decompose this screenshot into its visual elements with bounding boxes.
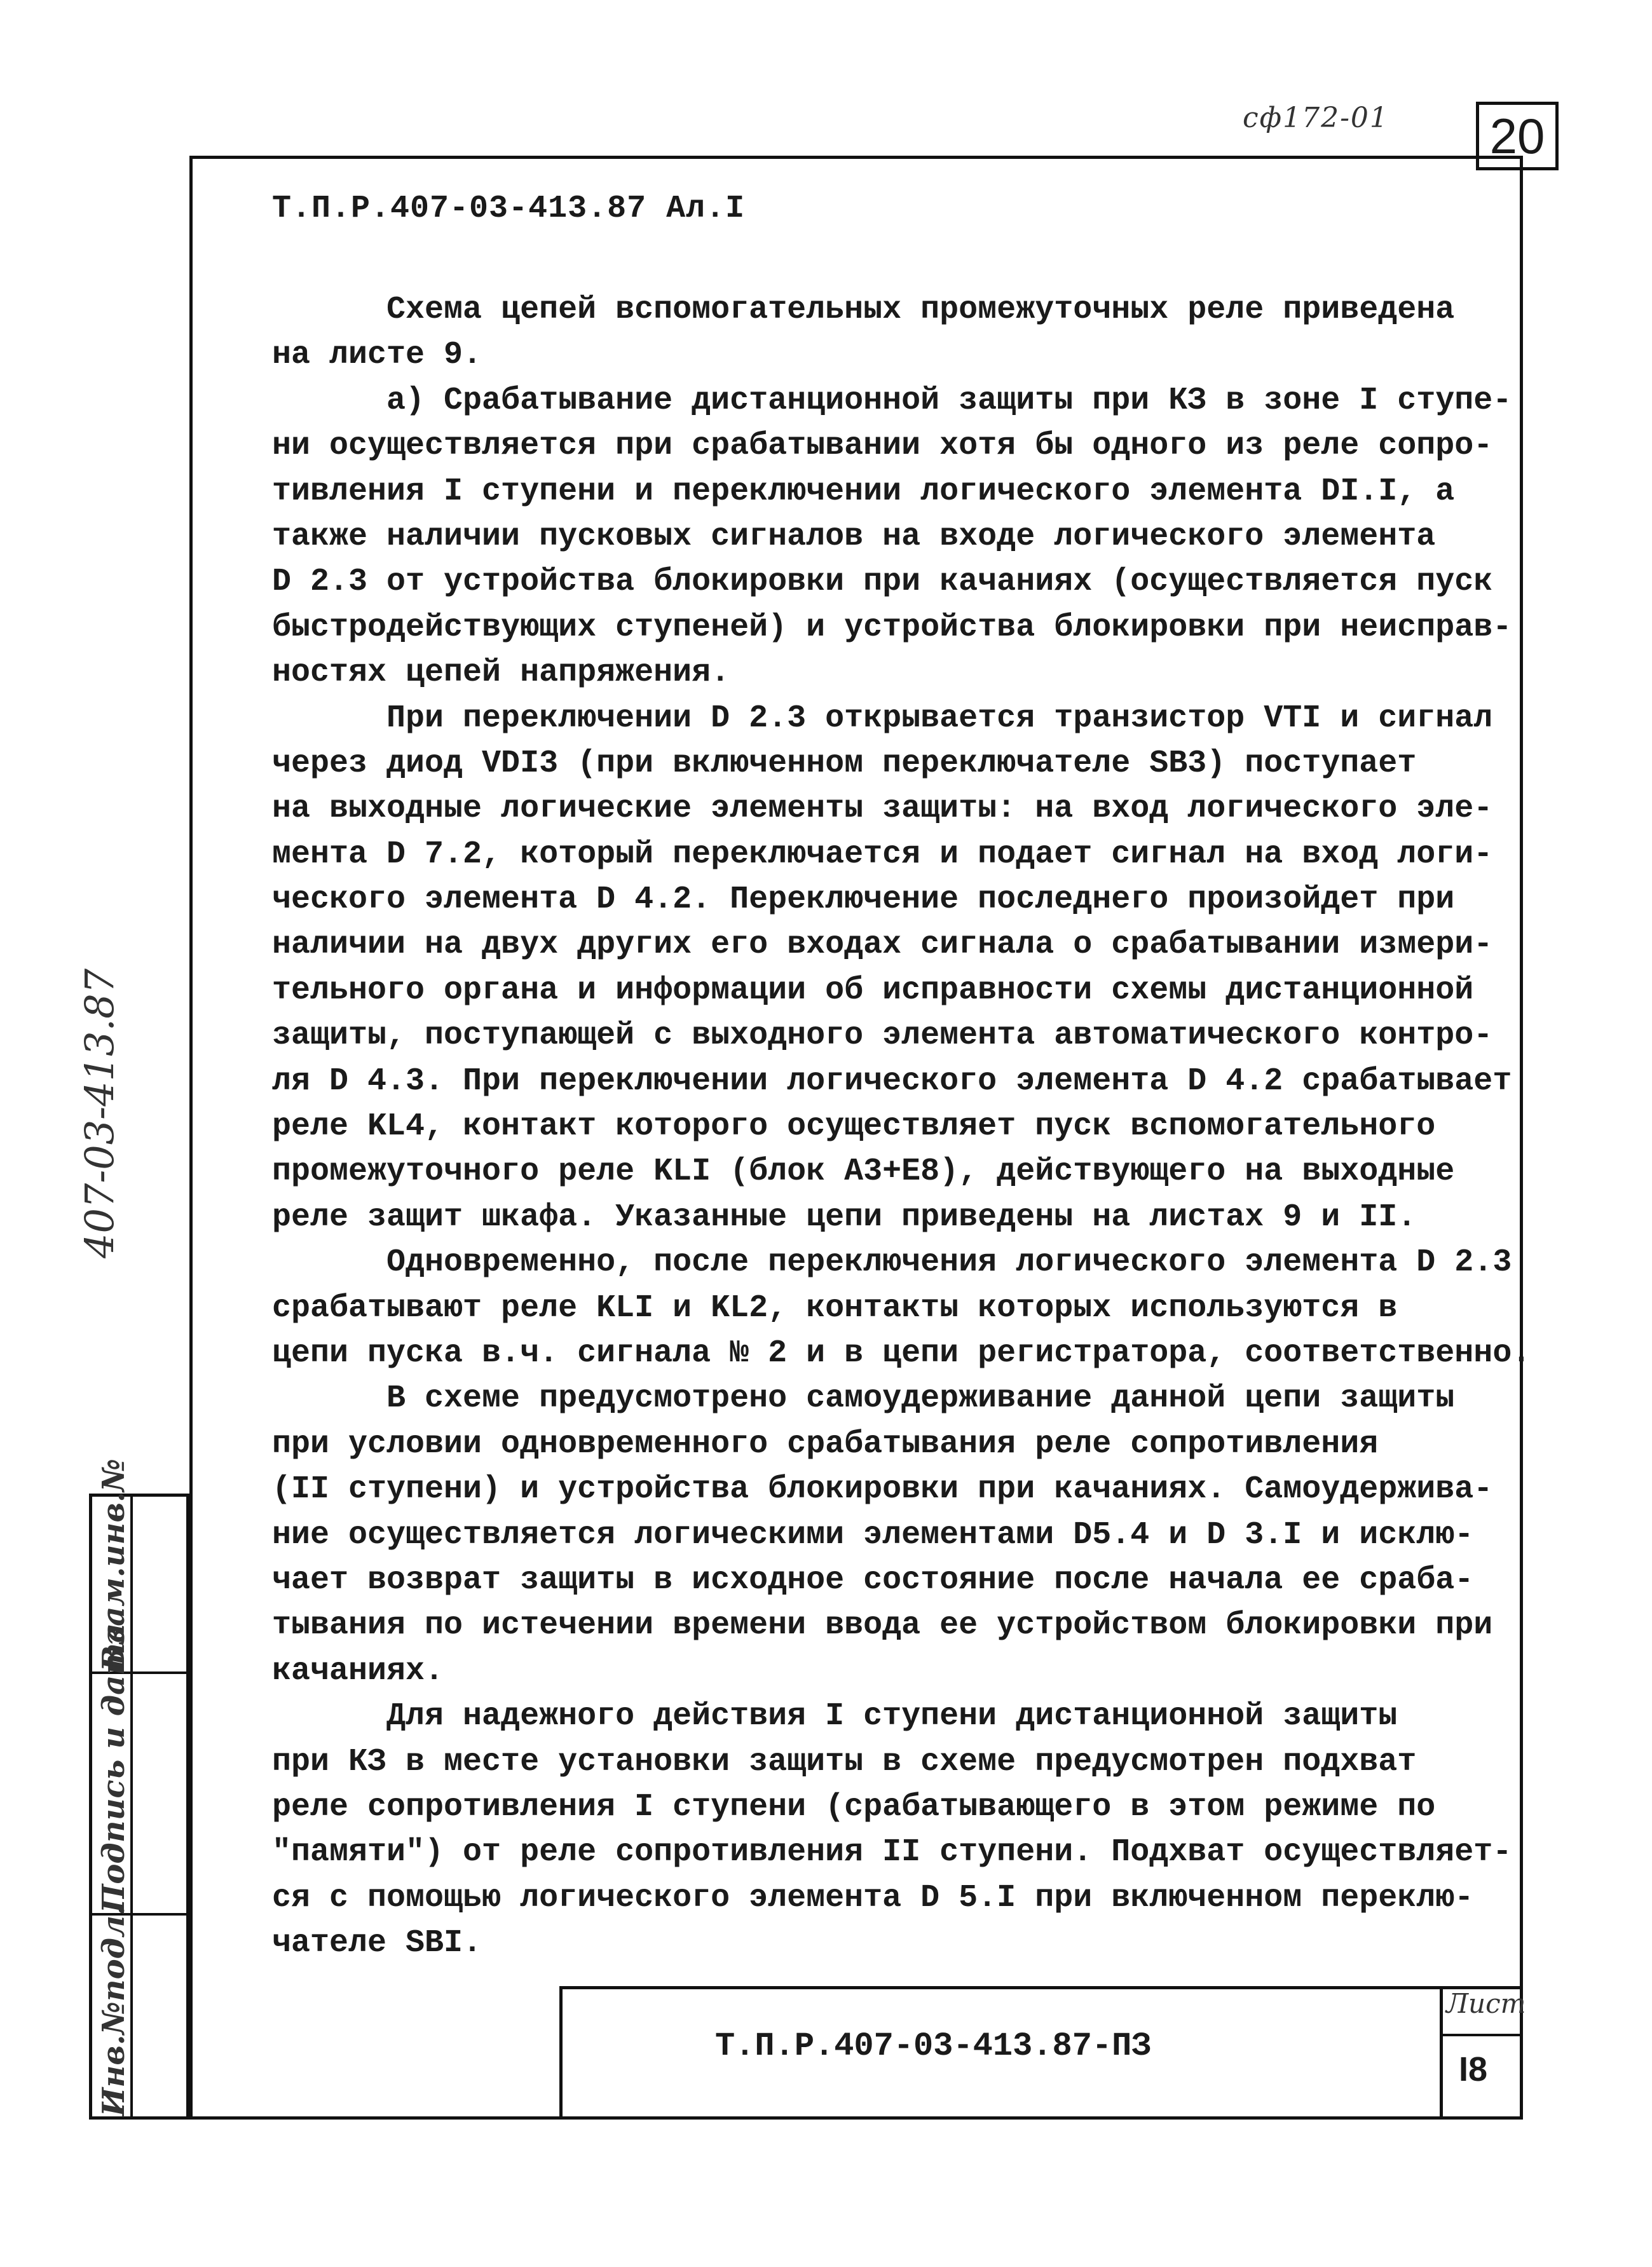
body-line: Схема цепей вспомогательных промежуточных реле приведена — [272, 292, 1455, 328]
body-line: тельного органа и информации об исправности схемы дистанционной — [272, 972, 1474, 1009]
side-doc-number: 407-03-413.87 — [76, 968, 123, 1258]
body-line: наличии на двух других его входах сигнала о срабатывании измери- — [272, 927, 1493, 963]
body-line: ля D 4.3. При переключении логического элемента D 4.2 срабатывает — [272, 1063, 1512, 1099]
body-line: ческого элемента D 4.2. Переключение последнего произойдет при — [272, 882, 1455, 918]
body-line: тивления I ступени и переключении логического элемента DI.I, а — [272, 473, 1455, 510]
body-text — [272, 287, 1531, 1966]
sheet-number: I8 — [1459, 2050, 1488, 2088]
body-line: также наличии пусковых сигналов на входе логического элемента — [272, 518, 1436, 555]
body-line: при КЗ в месте установки защиты в схеме предусмотрен подхват — [272, 1743, 1417, 1780]
body-line: ние осуществляется логическими элементами D5.4 и D 3.I и исклю- — [272, 1516, 1474, 1553]
body-line: реле защит шкафа. Указанные цепи приведены на листах 9 и II. — [272, 1199, 1417, 1236]
body-line: В схеме предусмотрено самоудерживание данной цепи защиты — [272, 1380, 1455, 1417]
body-line: ни осуществляется при срабатывании хотя бы одного из реле сопро- — [272, 428, 1493, 465]
approval-stamp — [89, 1459, 189, 2120]
body-line: при условии одновременного срабатывания реле сопротивления — [272, 1426, 1379, 1462]
body-line: (II ступени) и устройства блокировки при качаниях. Самоудержива- — [272, 1471, 1493, 1508]
body-line: Одновременно, после переключения логического элемента D 2.3 — [272, 1244, 1512, 1281]
body-line: качаниях. — [272, 1652, 444, 1689]
sheet-divider — [1440, 2034, 1523, 2036]
body-line: реле сопротивления I ступени (срабатывающего в этом режиме по — [272, 1788, 1436, 1825]
body-line: срабатывают реле KLI и KL2, контакты которых используются в — [272, 1290, 1398, 1326]
body-line: D 2.3 от устройства блокировки при качаниях (осуществляется пуск — [272, 564, 1493, 601]
body-line: а) Срабатывание дистанционной защиты при КЗ в зоне I ступе- — [272, 382, 1512, 419]
body-line: цепи пуска в.ч. сигнала № 2 и в цепи регистратора, соответственно. — [272, 1335, 1531, 1372]
title-block-code: Т.П.Р.407-03-413.87-ПЗ — [715, 2027, 1152, 2065]
body-line: При переключении D 2.3 открывается транзистор VTI и сигнал — [272, 700, 1493, 737]
body-line: Для надежного действия I ступени дистанционной защиты — [272, 1698, 1398, 1735]
body-line: "памяти") от реле сопротивления II ступени. Подхват осуществляет- — [272, 1834, 1512, 1871]
body-line: тывания по истечении времени ввода ее устройством блокировки при — [272, 1607, 1493, 1644]
body-line: промежуточного реле KLI (блок А3+Е8), действующего на выходные — [272, 1154, 1455, 1190]
body-line: ся с помощью логического элемента D 5.I при включенном переклю- — [272, 1879, 1474, 1916]
handwritten-code: сф172-01 — [1243, 102, 1389, 134]
stamp-label-inv-podl: Инв.№подл. — [96, 1905, 132, 2116]
body-line: защиты, поступающей с выходного элемента автоматического контро- — [272, 1018, 1493, 1054]
body-line: быстродействующих ступеней) и устройства блокировки при неисправ- — [272, 609, 1512, 646]
sheet-label: Лист — [1446, 1988, 1526, 2019]
body-line: чателе SBI. — [272, 1925, 482, 1962]
body-line: мента D 7.2, который переключается и подает сигнал на вход логи- — [272, 836, 1493, 873]
body-line: на выходные логические элементы защиты: на вход логического эле- — [272, 791, 1493, 827]
page-number: 20 — [1489, 107, 1545, 164]
body-line: на листе 9. — [272, 337, 482, 374]
body-line: чает возврат защиты в исходное состояние после начала ее сраба- — [272, 1562, 1474, 1598]
body-line: через диод VDI3 (при включенном переключателе SB3) поступает — [272, 745, 1417, 782]
doc-header: Т.П.Р.407-03-413.87 Ал.I — [272, 191, 746, 227]
stamp-label-vzam: Взам.инв.№ — [96, 1459, 132, 1671]
stamp-label-podpis: Подпись и дата — [96, 1623, 132, 1913]
body-line: ностях цепей напряжения. — [272, 655, 730, 691]
body-line: реле KL4, контакт которого осуществляет пуск вспомогательного — [272, 1108, 1436, 1145]
